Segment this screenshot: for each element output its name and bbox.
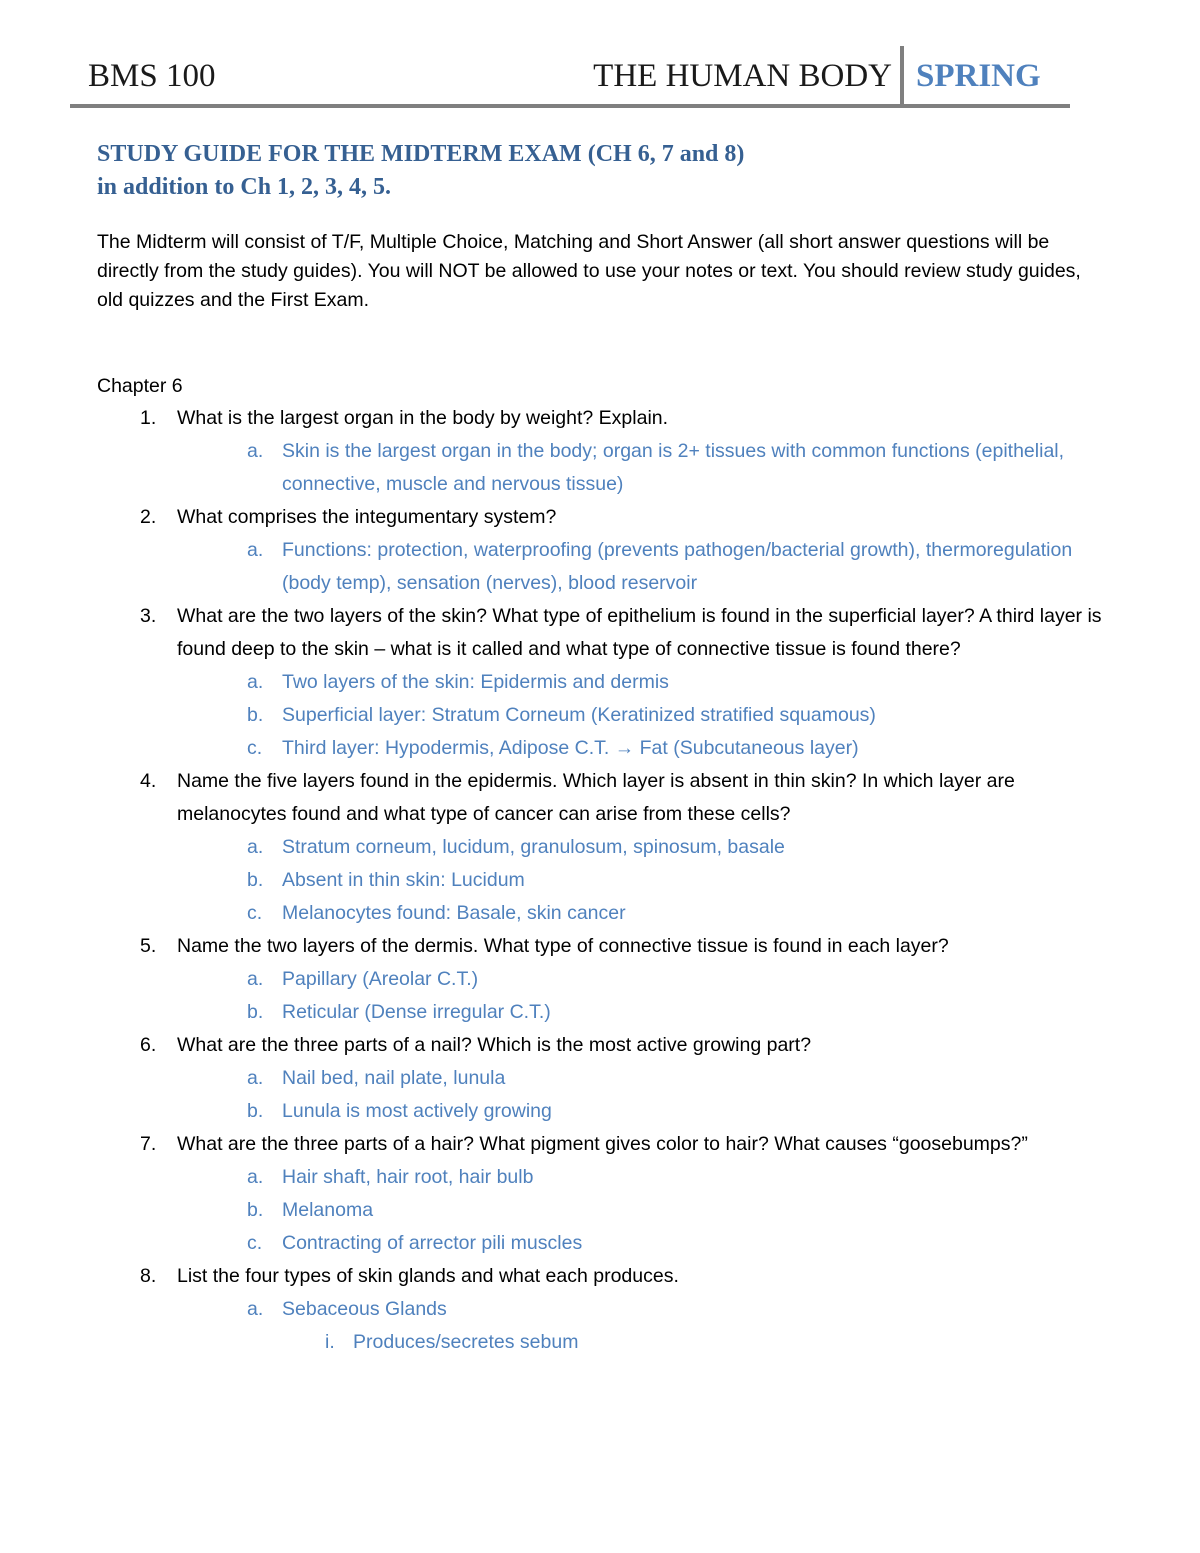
answer-item — [97, 864, 1107, 897]
answer-letter: a. — [247, 440, 264, 462]
answer-letter: a. — [247, 1166, 264, 1188]
question-item — [97, 1128, 1107, 1161]
question-text: What are the three parts of a hair? What pigment gives color to hair? What causes “goosebumps?” — [177, 1133, 1028, 1155]
question-list — [97, 402, 1107, 1359]
question-item — [97, 501, 1107, 534]
sub-answer-text: Produces/secretes sebum — [353, 1331, 579, 1353]
answer-item — [97, 699, 1107, 732]
answer-text: Superficial layer: Stratum Corneum (Keratinized stratified squamous) — [282, 704, 876, 726]
answer-item — [97, 666, 1107, 699]
answer-letter: a. — [247, 1067, 264, 1089]
question-text: What are the two layers of the skin? What type of epithelium is found in the superficial layer? A third layer is found deep to the skin – what is it called and what type of connective tissue is found there? — [177, 605, 1102, 660]
answer-letter: c. — [247, 902, 263, 924]
intro-paragraph: The Midterm will consist of T/F, Multiple Choice, Matching and Short Answer (all short answer questions will be directly from the study guides). You will NOT be allowed to use your notes or text. You should review study guides, old quizzes and the First Exam. — [97, 231, 1081, 311]
answer-letter: a. — [247, 539, 264, 561]
question-item — [97, 1260, 1107, 1293]
answer-text: Absent in thin skin: Lucidum — [282, 869, 525, 891]
answer-text: Nail bed, nail plate, lunula — [282, 1067, 506, 1089]
answer-letter: b. — [247, 1199, 264, 1221]
answer-letter: a. — [247, 671, 264, 693]
question-item — [97, 765, 1107, 831]
question-text: What are the three parts of a nail? Which is the most active growing part? — [177, 1034, 812, 1056]
answer-item — [97, 963, 1107, 996]
answer-text: Contracting of arrector pili muscles — [282, 1232, 583, 1254]
title-line-2: in addition to Ch 1, 2, 3, 4, 5. — [97, 174, 392, 200]
answer-letter: a. — [247, 836, 264, 858]
question-item — [97, 930, 1107, 963]
answer-letter: b. — [247, 869, 264, 891]
question-number: 2. — [140, 506, 157, 528]
answer-item — [97, 1161, 1107, 1194]
answer-item — [97, 534, 1107, 600]
question-number: 4. — [140, 770, 157, 792]
answer-letter: b. — [247, 1001, 264, 1023]
chapter-content — [97, 370, 1107, 1359]
course-code: BMS 100 — [88, 58, 216, 94]
answer-text: Sebaceous Glands — [282, 1298, 447, 1320]
answer-item — [97, 732, 1107, 765]
sub-answer-letter: i. — [325, 1331, 335, 1353]
answer-text: Functions: protection, waterproofing (prevents pathogen/bacterial growth), thermoregulation (body temp), sensation (nerves), blood reservoir — [282, 539, 1073, 594]
study-guide-title — [97, 138, 744, 204]
question-text: What comprises the integumentary system? — [177, 506, 557, 528]
question-item — [97, 600, 1107, 666]
header-title: THE HUMAN BODY — [593, 58, 892, 94]
question-text: Name the five layers found in the epidermis. Which layer is absent in thin skin? In which layer are melanocytes found and what type of cancer can arise from these cells? — [177, 770, 1015, 825]
answer-text: Skin is the largest organ in the body; organ is 2+ tissues with common functions (epithelial, connective, muscle and nervous tissue) — [282, 440, 1065, 495]
answer-item — [97, 1194, 1107, 1227]
answer-text: Melanocytes found: Basale, skin cancer — [282, 902, 626, 924]
answer-item — [97, 996, 1107, 1029]
question-number: 7. — [140, 1133, 157, 1155]
answer-letter: a. — [247, 1298, 264, 1320]
answer-text: Third layer: Hypodermis, Adipose C.T. → Fat (Subcutaneous layer) — [282, 737, 859, 759]
question-number: 1. — [140, 407, 157, 429]
answer-text: Reticular (Dense irregular C.T.) — [282, 1001, 551, 1023]
question-item — [97, 1029, 1107, 1062]
question-number: 8. — [140, 1265, 157, 1287]
question-number: 6. — [140, 1034, 157, 1056]
sub-answer-item — [97, 1326, 1107, 1359]
answer-letter: b. — [247, 704, 264, 726]
answer-item — [97, 1062, 1107, 1095]
answer-text: Papillary (Areolar C.T.) — [282, 968, 479, 990]
chapter-heading: Chapter 6 — [97, 375, 183, 397]
answer-item — [97, 1095, 1107, 1128]
answer-letter: c. — [247, 737, 263, 759]
answer-item — [97, 897, 1107, 930]
question-text: What is the largest organ in the body by weight? Explain. — [177, 407, 669, 429]
question-item — [97, 402, 1107, 435]
question-text: Name the two layers of the dermis. What type of connective tissue is found in each layer? — [177, 935, 949, 957]
answer-text: Hair shaft, hair root, hair bulb — [282, 1166, 534, 1188]
question-number: 5. — [140, 935, 157, 957]
header-divider — [900, 46, 904, 104]
question-text: List the four types of skin glands and what each produces. — [177, 1265, 679, 1287]
answer-letter: a. — [247, 968, 264, 990]
answer-text: Two layers of the skin: Epidermis and dermis — [282, 671, 669, 693]
answer-item — [97, 1227, 1107, 1260]
header-term: SPRING — [916, 58, 1041, 94]
title-line-1: STUDY GUIDE FOR THE MIDTERM EXAM (CH 6, 7 and 8) — [97, 141, 745, 167]
question-number: 3. — [140, 605, 157, 627]
answer-text: Lunula is most actively growing — [282, 1100, 552, 1122]
page-header — [70, 46, 1070, 108]
answer-item — [97, 1293, 1107, 1326]
answer-text: Stratum corneum, lucidum, granulosum, spinosum, basale — [282, 836, 785, 858]
answer-item — [97, 435, 1107, 501]
answer-letter: c. — [247, 1232, 263, 1254]
answer-item — [97, 831, 1107, 864]
answer-letter: b. — [247, 1100, 264, 1122]
answer-text: Melanoma — [282, 1199, 374, 1221]
header-rule — [70, 104, 1070, 108]
